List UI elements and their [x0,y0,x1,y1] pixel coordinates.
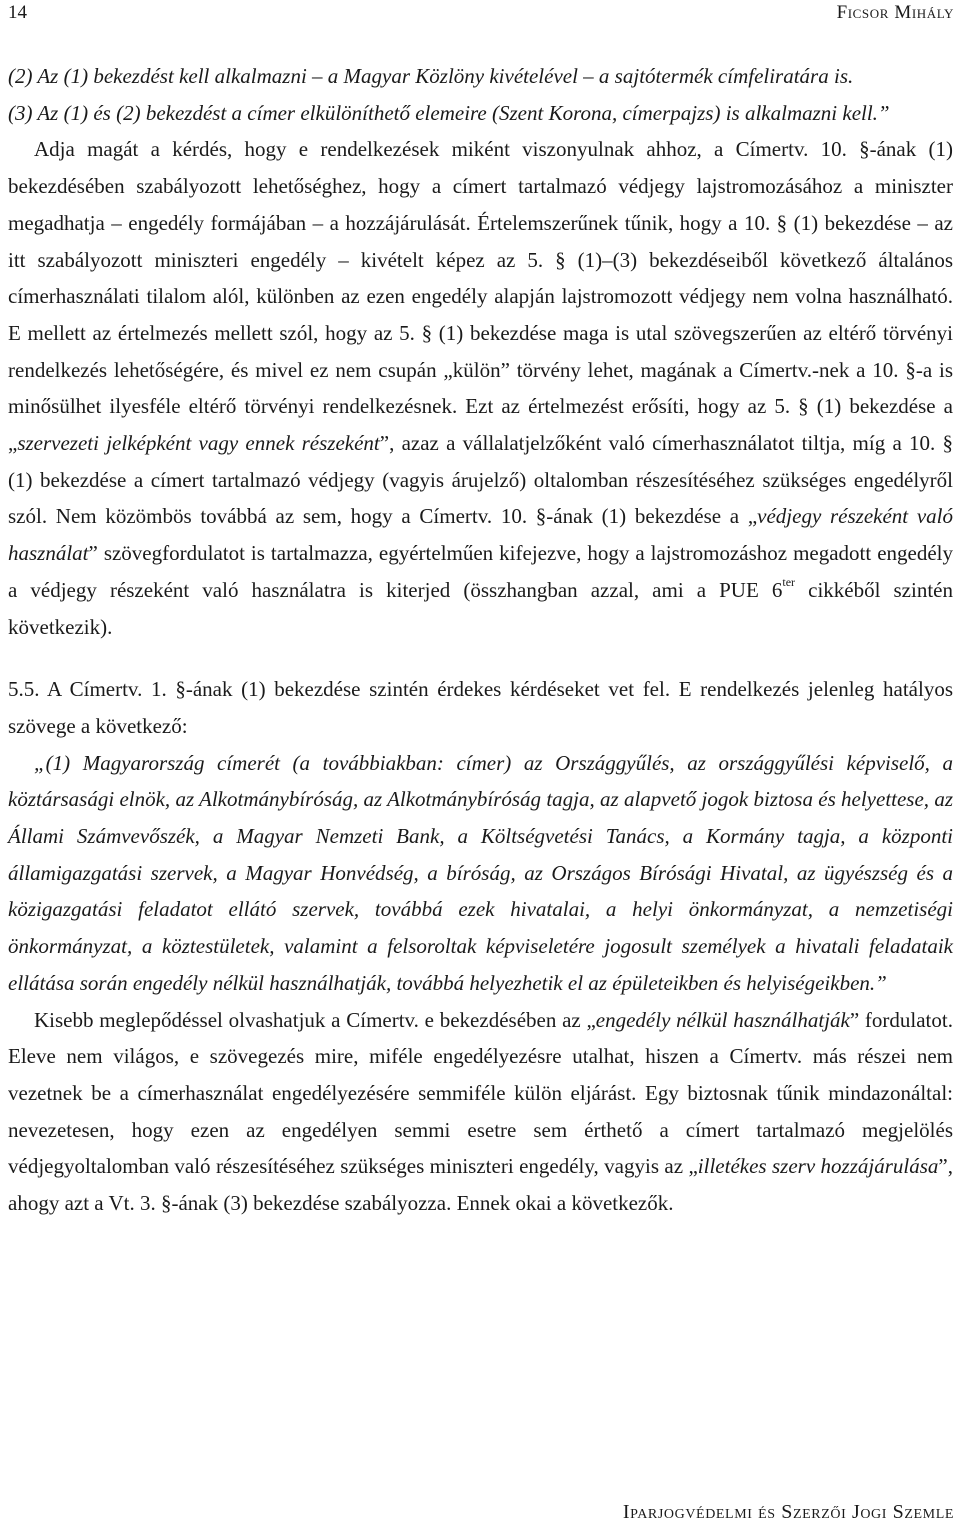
text-run: ”, ahogy azt a Vt. 3. §-ának (3) bekezdése szabályozza. Ennek okai a következők. [8,1154,953,1216]
text-run: ” fordulatot. Eleve nem világos, e szövegezés mire, miféle engedélyezésre utalhat, hiszen a Címertv. más részei nem vezetnek be a címerhasználat engedélyezésére semmiféle külön eljárást. Egy biztosnak tűnik mindazonáltal: nevezetesen, hogy ezen az engedélyen semmi esetre sem érthető a címert tartalmazó megjelölés védjegyoltalomban való részesítéséhez szükséges miniszteri engedély, vagyis az „ [8,1007,953,1179]
text-run: ”, azaz a vállalatjelzőként való címerhasználatot tiltja, míg a 10. § (1) bekezdése a címert tartalmazó védjegy (vagyis árujelző) oltalomban részesítéséhez szükséges engedélyről szól. Nem közömbös továbbá az sem, hogy a Címertv. 10. §-ának (1) bekezdése a „ [8,431,954,529]
statute-quote: „(1) Magyarország címerét (a továbbiakban: címer) az Országgyűlés, az országgyűlési képviselő, a köztársasági elnök, az Alkotmánybíróság, az Alkotmánybíróság tagja, az alapvető jogok biztosa és helyettese, az Állami Számvevőszék, a Magyar Nemzeti Bank, a Költségvetési Tanács, a Kormány tagja, a központi államigazgatási szervek, a Magyar Honvédség, a bíróság, az Országos Bírósági Hivatal, az ügyészség és a közigazgatási feladatot ellátó szervek, továbbá ezek hivatalai, a helyi önkormányzat, a nemzetiségi önkormányzat, a köztestületek, valamint a felsoroltak képviseletére jogosult személyek a hivatali feladataik ellátása során engedély nélkül használhatják, továbbá helyezhetik el az épületeikben és helyiségeikben.” [8,750,953,995]
body-paragraph-analysis [8,131,953,645]
article-body [8,58,953,1222]
section-5-5-paragraph: 5.5. A Címertv. 1. §-ának (1) bekezdése szintén érdekes kérdéseket vet fel. E rendelkezés jelenleg hatályos szövege a következő: [8,677,953,738]
quoted-paragraph-3: (3) Az (1) és (2) bekezdést a címer elkülöníthető elemeire (Szent Korona, címerpajzs) is alkalmazni kell.” [8,100,890,125]
body-paragraph-commentary [8,1002,953,1222]
text-run: ” szövegfordulatot is tartalmazza, egyértelműen kifejezve, hogy a lajstromozáshoz megadott engedély a védjegy részeként való használatra is kiterjed (összhangban azzal, ami a PUE 6 [8,541,953,602]
quoted-paragraph-2: (2) Az (1) bekezdést kell alkalmazni – a Magyar Közlöny kivételével – a sajtótermék címfeliratára is. [8,64,854,88]
journal-footer: Iparjogvédelmi és Szerzői Jogi Szemle [622,1501,954,1523]
italic-quote: illetékes szerv hozzájárulása [697,1154,939,1179]
text-run: cikkéből szintén következik). [8,577,953,639]
italic-quote: védjegy részeként való használat [8,504,953,566]
text-run: Adja magát a kérdés, hogy e rendelkezések miként viszonyulnak ahhoz, a Címertv. 10. §-ának (1) bekezdésében szabályozott lehetőséghez, hogy a címert tartalmazó védjegy lajstromozásához a miniszter megadhatja – engedély formájában – a hozzájárulását. Értelemszerűnek tűnik, hogy a 10. § (1) bekezdése – az itt szabályozott miniszteri engedély – kivételt képez az 5. § (1)–(3) bekezdéseiből következő általános címerhasználati tilalom alól, különben az ezen engedély alapján lajstromozott védjegy nem volna használható. E mellett az értelmezés mellett szól, hogy az 5. § (1) bekezdése maga is utal szövegszerűen az eltérő törvényi rendelkezés lehetőségére, és mivel ez nem csupán „külön” törvény lehet, magának a Címertv.-nek a 10. §-a is minősülhet ilyesféle eltérő törvényi rendelkezésnek. Ezt az értelmezést erősíti, hogy az 5. § (1) bekezdése a „ [8,137,953,456]
running-head-author: Ficsor Mihály [836,2,954,23]
page-number: 14 [8,2,27,23]
text-run: Kisebb meglepődéssel olvashatjuk a Címertv. e bekezdésében az „ [34,1007,596,1032]
italic-quote: engedély nélkül használhatják [595,1007,850,1032]
superscript-ter: ter [782,574,796,589]
italic-quote: szervezeti jelképként vagy ennek részeként [17,431,380,456]
